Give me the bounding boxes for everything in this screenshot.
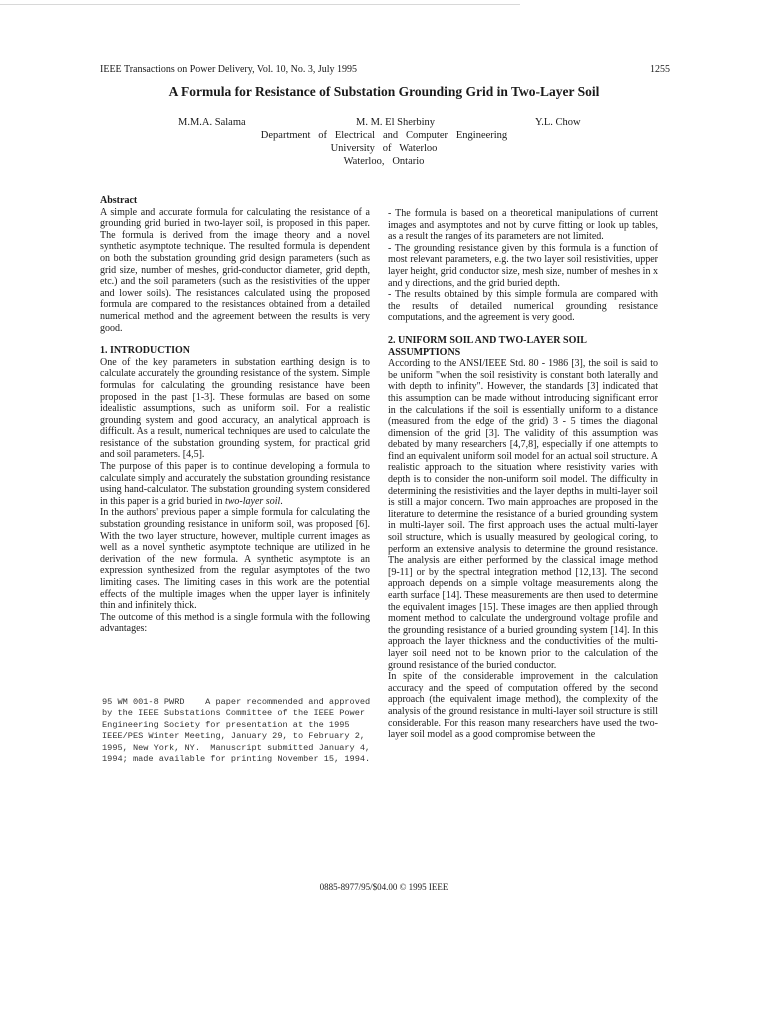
- left-column: [100, 195, 370, 635]
- author-1: M.M.A. Salama: [178, 117, 246, 128]
- advantage-item-2: - The grounding resistance given by this formula is a function of most relevant parameters, e.g. the two layer soil resistivities, upper layer height, grid conductor size, mesh size, number of meshes in x and y directions, and the grid buried depth.: [388, 242, 658, 289]
- affiliation-department: Department of Electrical and Computer Engineering: [260, 130, 508, 141]
- affiliation-university: University of Waterloo: [330, 143, 438, 154]
- affiliation: [0, 129, 768, 168]
- copyright-footer: 0885-8977/95/$04.00 © 1995 IEEE: [319, 882, 449, 892]
- right-column: [388, 208, 658, 741]
- emphasis-two-layer-soil: two-layer soil: [224, 495, 281, 507]
- abstract-body: A simple and accurate formula for calculating the resistance of a grounding grid buried in two-layer soil, is proposed in this paper. The formula is derived from the image theory and a novel synthetic asymptote technique. The resulted formula is dependent on both the substation grounding grid design parameters (such as grid size, number of meshes, grid-conductor diameter, grid depth, etc.) and the soil parameters (such as the resistivities of the upper and lower soils). The resistances calculated using the proposed formula are compared to the resistances obtained from a detailed numerical method and the agreement between the results is very good.: [100, 206, 370, 334]
- paper-title: A Formula for Resistance of Substation Grounding Grid in Two-Layer Soil: [168, 84, 600, 99]
- section-2-paragraph-1: According to the ANSI/IEEE Std. 80 - 1986 [3], the soil is said to be uniform "when the soil resistivity is constant both laterally and with depth to infinity". However, the standards [3] indicated that this assumption can be made without introducing significant error in the calculations if the soil is essentially uniform to a distance (measured from the edge of the grid) 3 - 5 times the diagonal dimension of the grid [3]. The validity of this assumption was debated by many researchers [4,7,8], especially if one attempts to find an equivalent uniform soil model for an actual soil structure. A realistic approach to the situation where resistivity varies with depth is to consider the non-uniform soil model. The difficulty in determining the resistivities and the layer depths in multi-layer soil is still a major concern. Two main approaches are proposed in the literature to determine the resistance of a buried grounding system in multi-layer soil. The first approach uses the actual multi-layer soil structure, which is usually measured by geological coring, to perform an extensive analysis to determine the ground resistance. The analysis are either performed by the classical image method [9-11] or by the spectral integration method [12,13]. The second approach depends on a simple voltage measurements along the earth surface [14]. These measurements are then used to determine the equivalent images [15]. These images are then applied through moment method to calculate the underground voltage profile and the grounding resistance of a buried grounding system [14]. In this approach the layer thickness and the conductivities of the multi-layer soil need not to be known prior to the calculation of the ground resistance of the buried conductor.: [388, 358, 658, 671]
- journal-citation: IEEE Transactions on Power Delivery, Vol. 10, No. 3, July 1995: [100, 64, 358, 75]
- section-2-paragraph-2: In spite of the considerable improvement in the calculation accuracy and the speed of computation offered by the second approach (the equivalent image method), the complexity of the analysis of the ground resistance in multi-layer soil structure is still considerable. For this reason many researchers have used the two-layer soil model as a good compromise between the: [388, 671, 658, 741]
- introduction-paragraph-1: One of the key parameters in substation earthing design is to calculate accurately the grounding resistance of the system. Simple formulas for calculating the grounding resistance have been proposed in the past [1-3]. These formulas are based on some idealistic assumptions, such as uniform soil. For a realistic grounding system and good accuracy, an analytical approach is difficult. As a result, numerical techniques are used to calculate the resistance of the substation grounding system, for practical grid and soil parameters. [4,5].: [100, 356, 370, 461]
- advantage-item-1: - The formula is based on a theoretical manipulations of current images and asymptotes and not by curve fitting or look up tables, as a result the ranges of its parameters are not limited.: [388, 208, 658, 243]
- introduction-heading: 1. INTRODUCTION: [100, 345, 191, 357]
- introduction-paragraph-4: The outcome of this method is a single formula with the following advantages:: [100, 611, 370, 635]
- running-header: [100, 64, 670, 75]
- introduction-paragraph-3: In the authors' previous paper a simple formula for calculating the substation grounding resistance in uniform soil, was proposed [6]. With the two layer structure, however, multiple current images as well as a novel synthetic asymptote technique are utilized in he derivation of the new formula. A synthetic asymptote is an expression synthesized from the regular asymptotes of the two limiting cases. The limiting cases in this work are the potential effects of the multiple images when the upper layer is infinitely thin and infinitely thick.: [100, 507, 370, 612]
- affiliation-city: Waterloo, Ontario: [343, 156, 425, 167]
- advantage-item-3: - The results obtained by this simple formula are compared with the results of detailed numerical grounding resistance computations, and the agreement is very good.: [388, 289, 658, 324]
- page-number: 1255: [650, 64, 670, 75]
- author-3: Y.L. Chow: [535, 117, 581, 128]
- author-2: M. M. El Sherbiny: [356, 117, 436, 128]
- footnote-submission: 95 WM 001-8 PWRD A paper recommended and approved by the IEEE Substations Committee of the IEEE Power Engineering Society for presentation at the 1995 IEEE/PES Winter Meeting, January 29, to February 2, 1995, New York, NY. Manuscript submitted January 4, 1994; made available for printing November 15, 1994.: [102, 697, 371, 765]
- section-2-heading: 2. UNIFORM SOIL AND TWO-LAYER SOIL ASSUMPTIONS: [388, 334, 587, 358]
- abstract-heading: Abstract: [100, 195, 138, 206]
- introduction-paragraph-2: The purpose of this paper is to continue developing a formula to calculate simply and accurately the substation grounding resistance using hand-calculator. The substation grounding system considered in this paper is a grid buried in two-layer soil.: [100, 461, 370, 507]
